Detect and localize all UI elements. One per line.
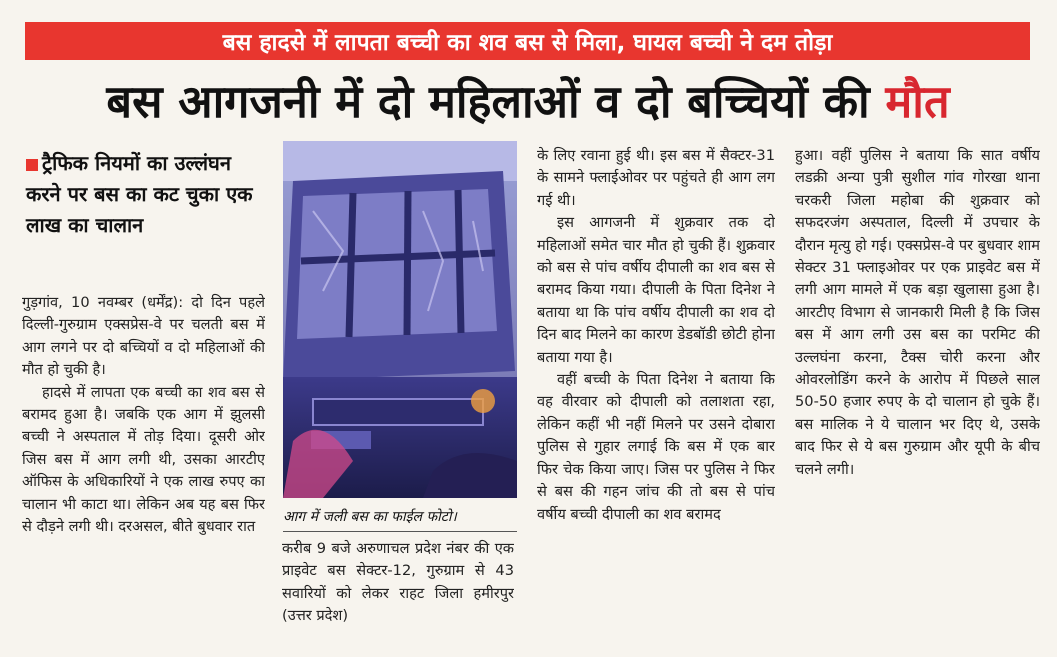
article-column-1 — [22, 292, 265, 644]
red-square-bullet-icon — [26, 159, 38, 171]
paragraph: गुड़गांव, 10 नवम्बर (धर्मेंद्र): दो दिन पहले दिल्ली-गुरुग्राम एक्सप्रेस-वे पर चलती बस में आग लगने पर दो बच्चियों व दो महिलाओं की मौत हो चुकी है। — [22, 294, 265, 379]
paragraph: हादसे में लापता एक बच्ची का शव बस से बरामद हुआ है। जबकि एक आग में झुलसी बच्ची ने अस्पताल में तोड़ दिया। दूसरी ओर जिस बस में आग लगी थी, उसका आरटीए ऑफिस के अधिकारियों ने एक लाख रुपए का चालान भी काटा था। लेकिन अब यह बस फिर से दौड़ने लगी थी। दरअसल, बीते बुधवार रात — [22, 383, 265, 536]
article-column-4 — [795, 145, 1040, 645]
burnt-bus-photo — [283, 141, 517, 498]
subheadline — [26, 148, 271, 241]
paragraph: वहीं बच्ची के पिता दिनेश ने बताया कि वह वीरवार को दीपाली को तलाशता रहा, लेकिन कहीं भी नहीं मिलने पर उसने दोबारा पुलिस से गुहार लगाई कि बस में एक बार फिर चेक किया जाए। जिस पर पुलिस ने फिर से बस की गहन जांच की तो बस से पांच वर्षीय बच्ची दीपाली का शव बरामद — [537, 371, 775, 523]
paragraph: के लिए रवाना हुई थी। इस बस में सैक्टर-31 के सामने फ्लाईओवर पर पहुंचते ही आग लग गई थी। — [537, 147, 775, 209]
paragraph: हुआ। वहीं पुलिस ने बताया कि सात वर्षीय लडक्री अन्या पुत्री सुशील गांव गोरखा थाना चरकरी जिला महोबा की शुक्रवार को सफदरजंग अस्पताल, दिल्ली में उपचार के दौरान मृत्यु हो गई। एक्सप्रेस-वे पर बुधवार शाम सेक्टर 31 फ्लाइओवर पर एक प्राइवेट बस में लगी आग मामले में एक बड़ा खुलासा हुआ है। आरटीए विभाग से जानकारी मिली है कि जिस बस में आग लगी उस बस का परमिट की उल्लघंना करना, टैक्स चोरी करना और ओवरलोडिंग करने के आरोप में पिछले साल 50-50 हजार रुपए के दो चालान हो चुके हैं। बस मालिक ने ये चालान भर दिए थे, उसके बाद फिर से ये बस गुरुग्राम और यूपी के बीच चलने लगी। — [795, 147, 1040, 478]
photo-caption: आग में जली बस का फाईल फोटो। — [283, 509, 457, 525]
article-column-2 — [282, 538, 514, 638]
article-column-3 — [537, 145, 775, 645]
paragraph: करीब 9 बजे अरुणाचल प्रदेश नंबर की एक प्राइवेट बस सेक्टर-12, गुरुग्राम से 43 सवारियों को लेकर राहट जिला हमीरपुर (उत्तर प्रदेश) — [282, 540, 514, 625]
paragraph: इस आगजनी में शुक्रवार तक दो महिलाओं समेत चार मौत हो चुकी हैं। शुक्रवार को बस से पांच वर्षीय दीपाली का शव बस से बरामद किया गया। दीपाली के पिता दिनेश ने बताया था कि पांच वर्षीय दीपाली का शव दो दिन बाद मिलने का कारण डेडबॉडी छोटी होना बताया गया है। — [537, 214, 775, 366]
main-headline — [22, 62, 1034, 142]
kicker-text: बस हादसे में लापता बच्ची का शव बस से मिला, घायल बच्ची ने दम तोड़ा — [222, 30, 833, 56]
subheadline-text: ट्रैफिक नियमों का उल्लंघन करने पर बस का कट चुका एक लाख का चालान — [26, 151, 253, 237]
headline-main-text: बस आगजनी में दो महिलाओं व दो बच्चियों की — [106, 75, 886, 128]
kicker-banner — [25, 22, 1030, 60]
caption-divider — [283, 531, 517, 532]
headline-accent-text: मौत — [885, 75, 950, 128]
burnt-bus-image — [283, 141, 517, 498]
